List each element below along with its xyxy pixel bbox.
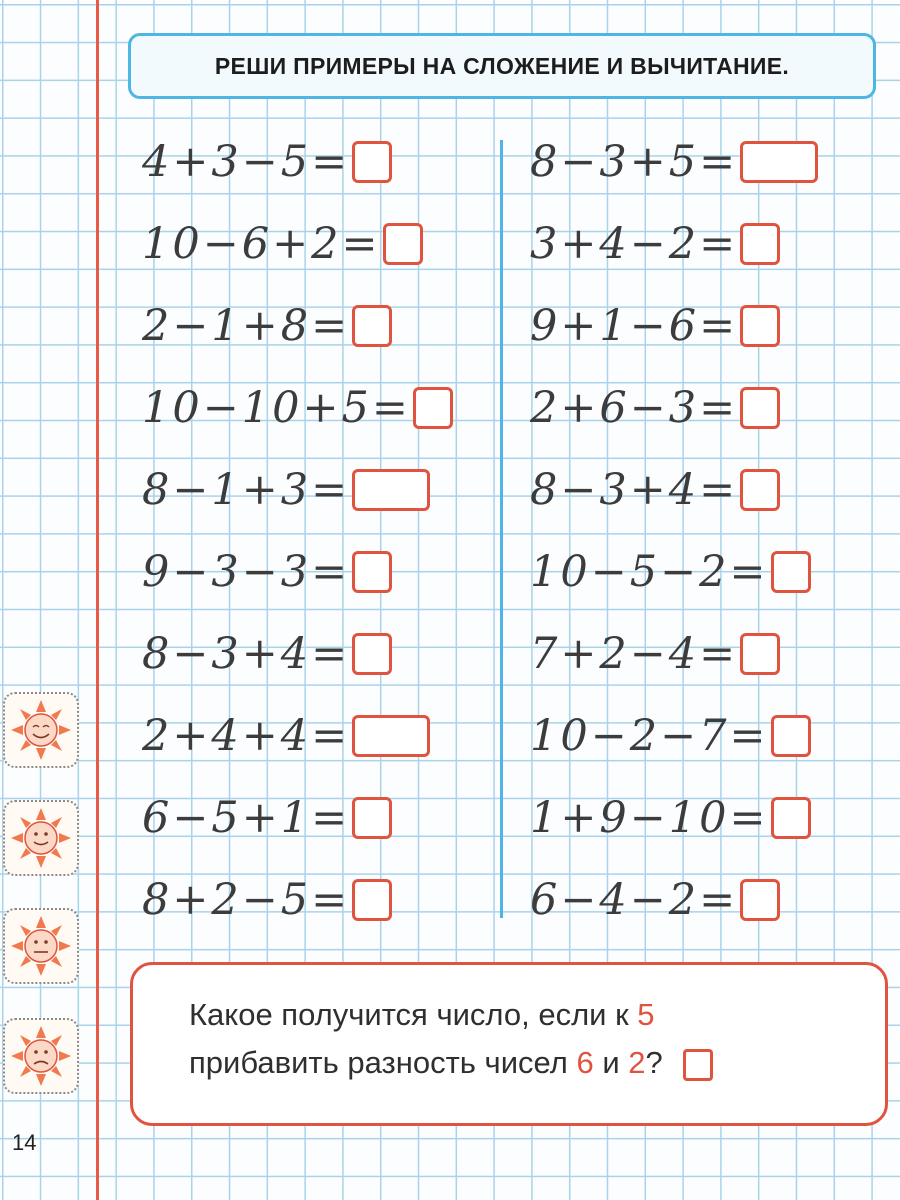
- answer-box[interactable]: [413, 387, 453, 429]
- problem-row: [142, 870, 392, 930]
- answer-box[interactable]: [740, 387, 780, 429]
- page-number: 14: [12, 1130, 37, 1155]
- answer-box[interactable]: [352, 797, 392, 839]
- column-divider: [500, 140, 503, 918]
- problem-row: [142, 378, 453, 438]
- answer-box[interactable]: [771, 797, 811, 839]
- answer-box[interactable]: [740, 223, 780, 265]
- problem-expression: 6−5+1=: [142, 793, 351, 843]
- question-text: Какое получится число, если к: [189, 997, 629, 1032]
- task-title: РЕШИ ПРИМЕРЫ НА СЛОЖЕНИЕ И ВЫЧИТАНИЕ.: [214, 52, 790, 79]
- problem-expression: 8−3+4=: [530, 465, 739, 515]
- problem-row: [530, 788, 811, 848]
- problem-row: [142, 214, 423, 274]
- answer-box[interactable]: [771, 715, 811, 757]
- problem-row: [530, 460, 780, 520]
- problem-row: [530, 706, 811, 766]
- mood-card-sad[interactable]: [3, 1018, 79, 1094]
- problem-expression: 10−6+2=: [142, 219, 381, 269]
- question-line-1: [189, 997, 655, 1033]
- problem-expression: 8+2−5=: [142, 875, 351, 925]
- problem-row: [530, 870, 780, 930]
- problem-row: [142, 624, 392, 684]
- problem-row: [530, 542, 811, 602]
- answer-box[interactable]: [352, 551, 392, 593]
- problem-expression: 4+3−5=: [142, 137, 351, 187]
- problem-row: [530, 296, 780, 356]
- problem-expression: 7+2−4=: [530, 629, 739, 679]
- answer-box[interactable]: [352, 715, 430, 757]
- problem-expression: 3+4−2=: [530, 219, 739, 269]
- problem-expression: 10−10+5=: [142, 383, 411, 433]
- answer-box[interactable]: [683, 1049, 713, 1081]
- problem-expression: 8−3+4=: [142, 629, 351, 679]
- answer-box[interactable]: [740, 633, 780, 675]
- problem-row: [530, 378, 780, 438]
- answer-box[interactable]: [383, 223, 423, 265]
- problem-expression: 2+6−3=: [530, 383, 739, 433]
- neutral-sun-icon: [9, 914, 73, 978]
- problem-expression: 2+4+4=: [142, 711, 351, 761]
- question-number: 2: [628, 1045, 646, 1080]
- problem-expression: 10−5−2=: [530, 547, 769, 597]
- mood-card-happy[interactable]: [3, 800, 79, 876]
- problem-expression: 9−3−3=: [142, 547, 351, 597]
- answer-box[interactable]: [771, 551, 811, 593]
- answer-box[interactable]: [740, 141, 818, 183]
- answer-box[interactable]: [352, 305, 392, 347]
- problem-row: [142, 706, 430, 766]
- question-connector: и: [602, 1045, 620, 1080]
- problem-row: [142, 296, 392, 356]
- problem-row: [530, 624, 780, 684]
- problem-row: [142, 132, 392, 192]
- answer-box[interactable]: [352, 469, 430, 511]
- question-number: 6: [576, 1045, 594, 1080]
- sad-sun-icon: [9, 1024, 73, 1088]
- problem-row: [530, 214, 780, 274]
- word-problem-box: [130, 962, 888, 1126]
- problem-expression: 8−3+5=: [530, 137, 739, 187]
- problem-expression: 2−1+8=: [142, 301, 351, 351]
- answer-box[interactable]: [740, 305, 780, 347]
- problem-row: [142, 788, 392, 848]
- problem-expression: 8−1+3=: [142, 465, 351, 515]
- question-number: 5: [637, 997, 655, 1032]
- problem-expression: 1+9−10=: [530, 793, 769, 843]
- answer-box[interactable]: [352, 141, 392, 183]
- question-text: прибавить разность чисел: [189, 1045, 568, 1080]
- answer-box[interactable]: [740, 469, 780, 511]
- mood-card-neutral[interactable]: [3, 908, 79, 984]
- page-margin-line: [96, 0, 99, 1200]
- answer-box[interactable]: [352, 879, 392, 921]
- answer-box[interactable]: [740, 879, 780, 921]
- problem-expression: 9+1−6=: [530, 301, 739, 351]
- answer-box[interactable]: [352, 633, 392, 675]
- question-mark: ?: [645, 1045, 663, 1080]
- happy-sun-icon: [9, 806, 73, 870]
- question-line-2: [189, 1045, 713, 1081]
- problem-row: [530, 132, 818, 192]
- task-header: [128, 33, 876, 99]
- problem-row: [142, 542, 392, 602]
- problem-row: [142, 460, 430, 520]
- problem-expression: 6−4−2=: [530, 875, 739, 925]
- smiling-sun-icon: [9, 698, 73, 762]
- mood-card-smiling[interactable]: [3, 692, 79, 768]
- problem-expression: 10−2−7=: [530, 711, 769, 761]
